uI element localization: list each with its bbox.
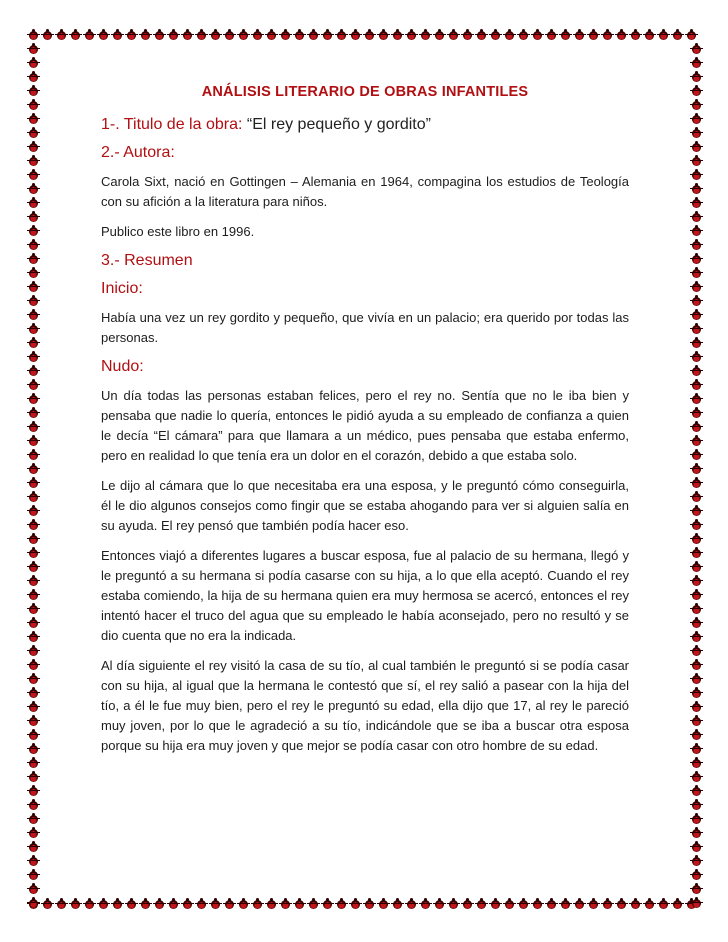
ladybug-icon	[169, 31, 178, 40]
ladybug-icon	[692, 647, 701, 656]
ladybug-icon	[29, 731, 38, 740]
ladybug-icon	[29, 451, 38, 460]
ladybug-icon	[29, 297, 38, 306]
ladybug-icon	[692, 815, 701, 824]
ladybug-icon	[29, 325, 38, 334]
ladybug-icon	[692, 563, 701, 572]
ladybug-icon	[692, 675, 701, 684]
ladybug-icon	[197, 900, 206, 909]
ladybug-icon	[692, 759, 701, 768]
ladybug-icon	[29, 689, 38, 698]
ladybug-icon	[692, 507, 701, 516]
ladybug-icon	[127, 31, 136, 40]
ladybug-icon	[505, 900, 514, 909]
ladybug-icon	[617, 900, 626, 909]
ladybug-icon	[169, 900, 178, 909]
ladybug-icon	[603, 900, 612, 909]
ladybug-icon	[692, 829, 701, 838]
ladybug-icon	[29, 843, 38, 852]
ladybug-icon	[505, 31, 514, 40]
ladybug-icon	[519, 900, 528, 909]
middle-paragraph: Al día siguiente el rey visitó la casa de su tío, al cual también le preguntó si se podía casar con su hija, al igual que la hermana le contestó que sí, el rey salió a pasear con la hija del tío, a él le fue muy bien, pero el rey le preguntó su edad, ella dijo que 17, al rey le pareció muy joven, por lo que le agradeció a su tío, indicándole que se iba a buscar otra esposa porque su hija era muy joven y que mejor se podía casar con otro hombre de su edad.	[101, 658, 629, 753]
ladybug-icon	[533, 31, 542, 40]
ladybug-icon	[295, 31, 304, 40]
ladybug-icon	[281, 31, 290, 40]
ladybug-icon	[603, 31, 612, 40]
ladybug-icon	[323, 31, 332, 40]
ladybug-icon	[29, 213, 38, 222]
ladybug-icon	[29, 227, 38, 236]
ladybug-icon	[393, 900, 402, 909]
ladybug-icon	[692, 605, 701, 614]
ladybug-icon	[29, 185, 38, 194]
ladybug-icon	[155, 900, 164, 909]
ladybug-icon	[477, 900, 486, 909]
middle-heading: Nudo:	[101, 358, 144, 375]
ladybug-icon	[29, 423, 38, 432]
ladybug-icon	[29, 115, 38, 124]
ladybug-icon	[29, 59, 38, 68]
ladybug-icon	[547, 31, 556, 40]
ladybug-icon	[113, 900, 122, 909]
author-paragraph: Publico este libro en 1996.	[101, 224, 255, 239]
ladybug-icon	[29, 801, 38, 810]
work-title-line	[101, 116, 629, 134]
ladybug-icon	[692, 801, 701, 810]
ladybug-icon	[113, 31, 122, 40]
ladybug-icon	[589, 31, 598, 40]
ladybug-icon	[29, 647, 38, 656]
ladybug-icon	[43, 900, 52, 909]
ladybug-icon	[99, 900, 108, 909]
ladybug-icon	[519, 31, 528, 40]
ladybug-icon	[463, 31, 472, 40]
ladybug-icon	[692, 787, 701, 796]
ladybug-icon	[29, 255, 38, 264]
ladybug-icon	[29, 507, 38, 516]
ladybug-icon	[687, 31, 696, 40]
ladybug-icon	[533, 900, 542, 909]
ladybug-icon	[645, 31, 654, 40]
ladybug-icon	[463, 900, 472, 909]
ladybug-icon	[692, 843, 701, 852]
author-heading: 2.- Autora:	[101, 144, 175, 161]
ladybug-icon	[71, 31, 80, 40]
ladybug-icon	[29, 353, 38, 362]
ladybug-icon	[692, 745, 701, 754]
ladybug-icon	[379, 900, 388, 909]
ladybug-icon	[407, 31, 416, 40]
ladybug-icon	[29, 605, 38, 614]
ladybug-icon	[692, 899, 701, 908]
ladybug-icon	[692, 199, 701, 208]
ladybug-icon	[29, 745, 38, 754]
ladybug-icon	[692, 395, 701, 404]
ladybug-icon	[692, 885, 701, 894]
ladybug-icon	[29, 157, 38, 166]
ladybug-icon	[29, 521, 38, 530]
ladybug-icon	[659, 31, 668, 40]
ladybug-icon	[29, 577, 38, 586]
ladybug-icon	[29, 773, 38, 782]
ladybug-icon	[29, 885, 38, 894]
ladybug-icon	[692, 479, 701, 488]
ladybug-icon	[29, 787, 38, 796]
ladybug-icon	[239, 31, 248, 40]
ladybug-icon	[692, 703, 701, 712]
ladybug-icon	[351, 31, 360, 40]
ladybug-icon	[692, 157, 701, 166]
ladybug-icon	[29, 199, 38, 208]
ladybug-icon	[29, 633, 38, 642]
ladybug-icon	[267, 31, 276, 40]
ladybug-icon	[29, 703, 38, 712]
ladybug-icon	[589, 900, 598, 909]
ladybug-icon	[155, 31, 164, 40]
ladybug-icon	[225, 900, 234, 909]
ladybug-icon	[29, 815, 38, 824]
ladybug-icon	[29, 395, 38, 404]
ladybug-icon	[29, 87, 38, 96]
ladybug-icon	[692, 339, 701, 348]
ladybug-icon	[692, 73, 701, 82]
ladybug-icon	[692, 661, 701, 670]
ladybug-icon	[673, 31, 682, 40]
ladybug-icon	[29, 45, 38, 54]
ladybug-icon	[99, 31, 108, 40]
ladybug-icon	[29, 129, 38, 138]
ladybug-icon	[365, 31, 374, 40]
ladybug-icon	[645, 900, 654, 909]
ladybug-icon	[29, 871, 38, 880]
ladybug-icon	[692, 87, 701, 96]
ladybug-icon	[692, 731, 701, 740]
ladybug-icon	[449, 900, 458, 909]
author-paragraph: Carola Sixt, nació en Gottingen – Alemania en 1964, compagina los estudios de Teología con su afición a la literatura para niños.	[101, 174, 629, 209]
ladybug-icon	[197, 31, 206, 40]
ladybug-icon	[57, 900, 66, 909]
ladybug-icon	[692, 773, 701, 782]
ladybug-icon	[57, 31, 66, 40]
ladybug-icon	[561, 900, 570, 909]
ladybug-icon	[29, 591, 38, 600]
ladybug-icon	[692, 227, 701, 236]
ladybug-icon	[253, 900, 262, 909]
ladybug-icon	[692, 185, 701, 194]
ladybug-icon	[29, 269, 38, 278]
ladybug-icon	[477, 31, 486, 40]
start-heading: Inicio:	[101, 280, 143, 297]
ladybug-icon	[692, 325, 701, 334]
ladybug-icon	[337, 31, 346, 40]
ladybug-icon	[29, 479, 38, 488]
ladybug-icon	[692, 283, 701, 292]
ladybug-icon	[29, 465, 38, 474]
ladybug-icon	[323, 900, 332, 909]
ladybug-icon	[29, 563, 38, 572]
ladybug-icon	[692, 269, 701, 278]
ladybug-icon	[29, 675, 38, 684]
ladybug-icon	[29, 381, 38, 390]
ladybug-icon	[449, 31, 458, 40]
ladybug-icon	[141, 31, 150, 40]
ladybug-icon	[29, 143, 38, 152]
ladybug-icon	[692, 115, 701, 124]
summary-heading: 3.- Resumen	[101, 252, 193, 269]
ladybug-icon	[673, 900, 682, 909]
ladybug-icon	[253, 31, 262, 40]
ladybug-icon	[692, 577, 701, 586]
ladybug-icon	[239, 900, 248, 909]
document-page	[101, 84, 629, 766]
start-paragraph: Había una vez un rey gordito y pequeño, que vivía en un palacio; era querido por todas las personas.	[101, 310, 629, 345]
ladybug-icon	[692, 241, 701, 250]
ladybug-icon	[29, 829, 38, 838]
ladybug-icon	[183, 900, 192, 909]
ladybug-icon	[421, 31, 430, 40]
ladybug-icon	[85, 900, 94, 909]
ladybug-icon	[29, 661, 38, 670]
ladybug-icon	[631, 900, 640, 909]
ladybug-icon	[547, 900, 556, 909]
ladybug-icon	[393, 31, 402, 40]
ladybug-icon	[631, 31, 640, 40]
ladybug-icon	[491, 31, 500, 40]
ladybug-icon	[692, 381, 701, 390]
ladybug-icon	[692, 423, 701, 432]
ladybug-icon	[692, 213, 701, 222]
ladybug-icon	[575, 900, 584, 909]
ladybug-icon	[43, 31, 52, 40]
ladybug-icon	[225, 31, 234, 40]
ladybug-icon	[692, 689, 701, 698]
ladybug-icon	[29, 171, 38, 180]
ladybug-icon	[692, 367, 701, 376]
ladybug-icon	[211, 31, 220, 40]
ladybug-icon	[692, 297, 701, 306]
ladybug-icon	[692, 871, 701, 880]
ladybug-icon	[692, 143, 701, 152]
middle-paragraph: Entonces viajó a diferentes lugares a buscar esposa, fue al palacio de su hermana, llegó y le preguntó a su hermana si podía casarse con su hija, a lo que ella aceptó. Cuando el rey estaba comiendo, la hija de su hermana quien era muy hermosa se acercó, entonces el rey intentó hacer el truco del agua que su empleado le había aconsejado, pero no resultó y se dio cuenta que no era la indicada.	[101, 548, 629, 643]
ladybug-icon	[421, 900, 430, 909]
ladybug-icon	[692, 437, 701, 446]
ladybug-icon	[692, 311, 701, 320]
ladybug-icon	[617, 31, 626, 40]
ladybug-icon	[141, 900, 150, 909]
ladybug-icon	[692, 171, 701, 180]
ladybug-icon	[692, 129, 701, 138]
ladybug-icon	[211, 900, 220, 909]
ladybug-icon	[281, 900, 290, 909]
work-title-label: 1-. Titulo de la obra:	[101, 116, 243, 133]
ladybug-icon	[435, 900, 444, 909]
ladybug-icon	[692, 535, 701, 544]
ladybug-icon	[29, 409, 38, 418]
ladybug-icon	[29, 619, 38, 628]
ladybug-icon	[692, 493, 701, 502]
ladybug-icon	[692, 465, 701, 474]
ladybug-icon	[561, 31, 570, 40]
ladybug-icon	[407, 900, 416, 909]
ladybug-icon	[29, 857, 38, 866]
ladybug-icon	[692, 45, 701, 54]
ladybug-icon	[692, 101, 701, 110]
ladybug-icon	[267, 900, 276, 909]
ladybug-icon	[337, 900, 346, 909]
ladybug-icon	[692, 591, 701, 600]
ladybug-icon	[29, 717, 38, 726]
ladybug-icon	[71, 900, 80, 909]
ladybug-icon	[29, 311, 38, 320]
ladybug-icon	[379, 31, 388, 40]
ladybug-icon	[309, 900, 318, 909]
ladybug-icon	[29, 367, 38, 376]
ladybug-icon	[365, 900, 374, 909]
ladybug-icon	[575, 31, 584, 40]
ladybug-icon	[29, 493, 38, 502]
ladybug-icon	[85, 31, 94, 40]
ladybug-icon	[29, 535, 38, 544]
ladybug-icon	[692, 633, 701, 642]
ladybug-icon	[692, 717, 701, 726]
ladybug-icon	[29, 759, 38, 768]
ladybug-icon	[29, 31, 38, 40]
ladybug-icon	[29, 73, 38, 82]
ladybug-icon	[29, 283, 38, 292]
ladybug-icon	[692, 451, 701, 460]
ladybug-icon	[309, 31, 318, 40]
ladybug-icon	[692, 255, 701, 264]
middle-paragraph: Un día todas las personas estaban felices, pero el rey no. Sentía que no le iba bien y pensaba que nadie lo quería, entonces le pidió ayuda a su empleado de confianza a quien le decía “El cámara” para que llamara a un médico, pues pensaba que estaba enfermo, pero en realidad lo que tenía era un dolor en el corazón, debido a que estaba solo.	[101, 388, 629, 463]
ladybug-icon	[29, 241, 38, 250]
ladybug-icon	[295, 900, 304, 909]
ladybug-icon	[491, 900, 500, 909]
ladybug-icon	[692, 353, 701, 362]
ladybug-icon	[183, 31, 192, 40]
ladybug-icon	[435, 31, 444, 40]
ladybug-icon	[692, 549, 701, 558]
ladybug-icon	[127, 900, 136, 909]
document-title: ANÁLISIS LITERARIO DE OBRAS INFANTILES	[201, 84, 529, 100]
ladybug-icon	[351, 900, 360, 909]
ladybug-icon	[692, 59, 701, 68]
ladybug-icon	[692, 521, 701, 530]
ladybug-icon	[29, 549, 38, 558]
ladybug-icon	[29, 101, 38, 110]
ladybug-icon	[692, 857, 701, 866]
ladybug-icon	[692, 619, 701, 628]
work-title-value: “El rey pequeño y gordito”	[246, 116, 431, 133]
ladybug-icon	[692, 409, 701, 418]
ladybug-icon	[29, 437, 38, 446]
ladybug-icon	[29, 339, 38, 348]
middle-paragraph: Le dijo al cámara que lo que necesitaba era una esposa, y le preguntó cómo conseguirla, él le dio algunos consejos como fingir que se estaba ahogando para ver si alguien salía en su ayuda. El rey pensó que también podía hacer eso.	[101, 478, 629, 533]
ladybug-icon	[659, 900, 668, 909]
ladybug-icon	[29, 899, 38, 908]
